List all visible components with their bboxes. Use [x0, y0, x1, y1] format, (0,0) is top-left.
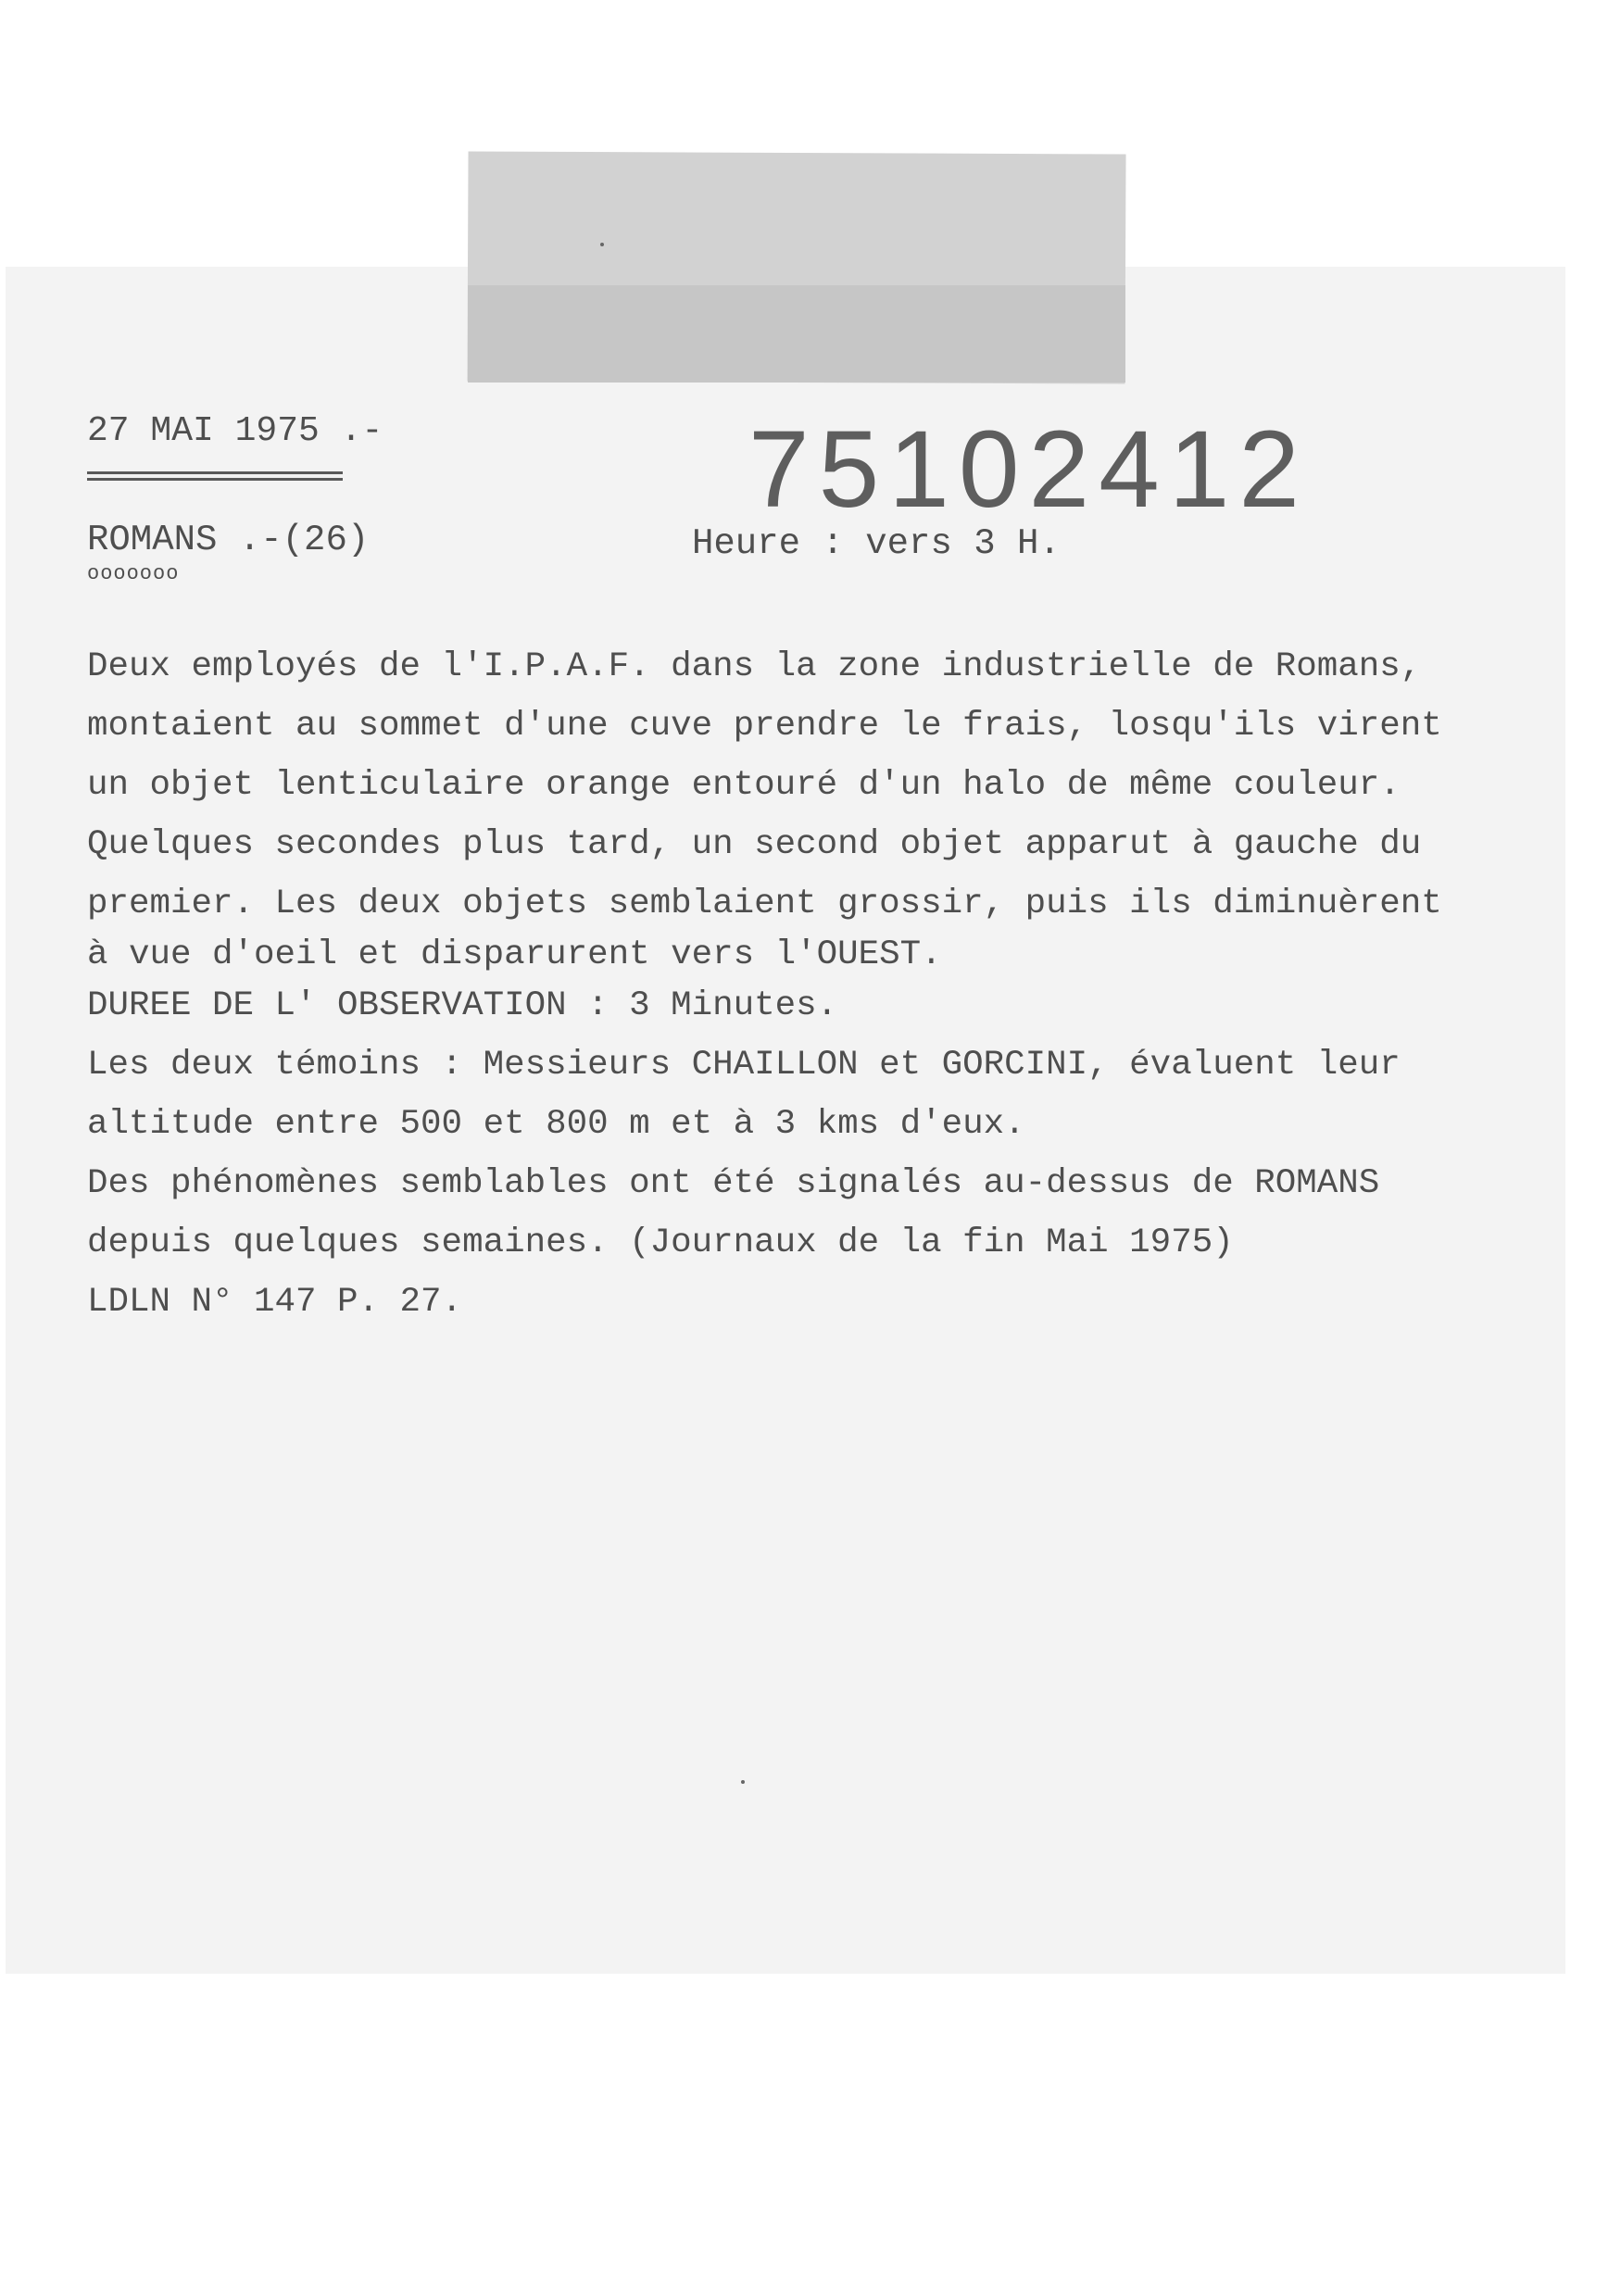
- report-body: [87, 637, 1514, 1332]
- report-line: montaient au sommet d'une cuve prendre le frais, losqu'ils virent: [87, 707, 1442, 746]
- report-line: Deux employés de l'I.P.A.F. dans la zone industrielle de Romans,: [87, 647, 1422, 686]
- adhesive-tape-shadow: [468, 285, 1125, 383]
- source-reference: LDLN N° 147 P. 27.: [87, 1283, 463, 1322]
- report-line: Des phénomènes semblables ont été signalés au-dessus de ROMANS: [87, 1164, 1380, 1203]
- date-underline: [87, 471, 343, 481]
- report-line: premier. Les deux objets semblaient grossir, puis ils diminuèrent: [87, 885, 1442, 923]
- report-line: altitude entre 500 et 800 m et à 3 kms d'eux.: [87, 1105, 1025, 1144]
- report-line: un objet lenticulaire orange entouré d'un halo de même couleur.: [87, 766, 1401, 805]
- report-line: à vue d'oeil et disparurent vers l'OUEST.: [87, 935, 942, 974]
- report-line: Quelques secondes plus tard, un second objet apparut à gauche du: [87, 825, 1422, 864]
- speck: [600, 243, 604, 246]
- report-date: 27 MAI 1975 .-: [87, 411, 383, 451]
- observation-duration: DUREE DE L' OBSERVATION : 3 Minutes.: [87, 986, 838, 1025]
- case-number: 75102412: [748, 408, 1310, 531]
- report-line: depuis quelques semaines. (Journaux de la fin Mai 1975): [87, 1223, 1234, 1262]
- report-line: Les deux témoins : Messieurs CHAILLON et GORCINI, évaluent leur: [87, 1046, 1401, 1085]
- place-dots: ooooooo: [87, 562, 180, 585]
- report-time: Heure : vers 3 H.: [692, 523, 1061, 564]
- report-place: ROMANS .-(26): [87, 520, 370, 560]
- speck: [741, 1780, 745, 1784]
